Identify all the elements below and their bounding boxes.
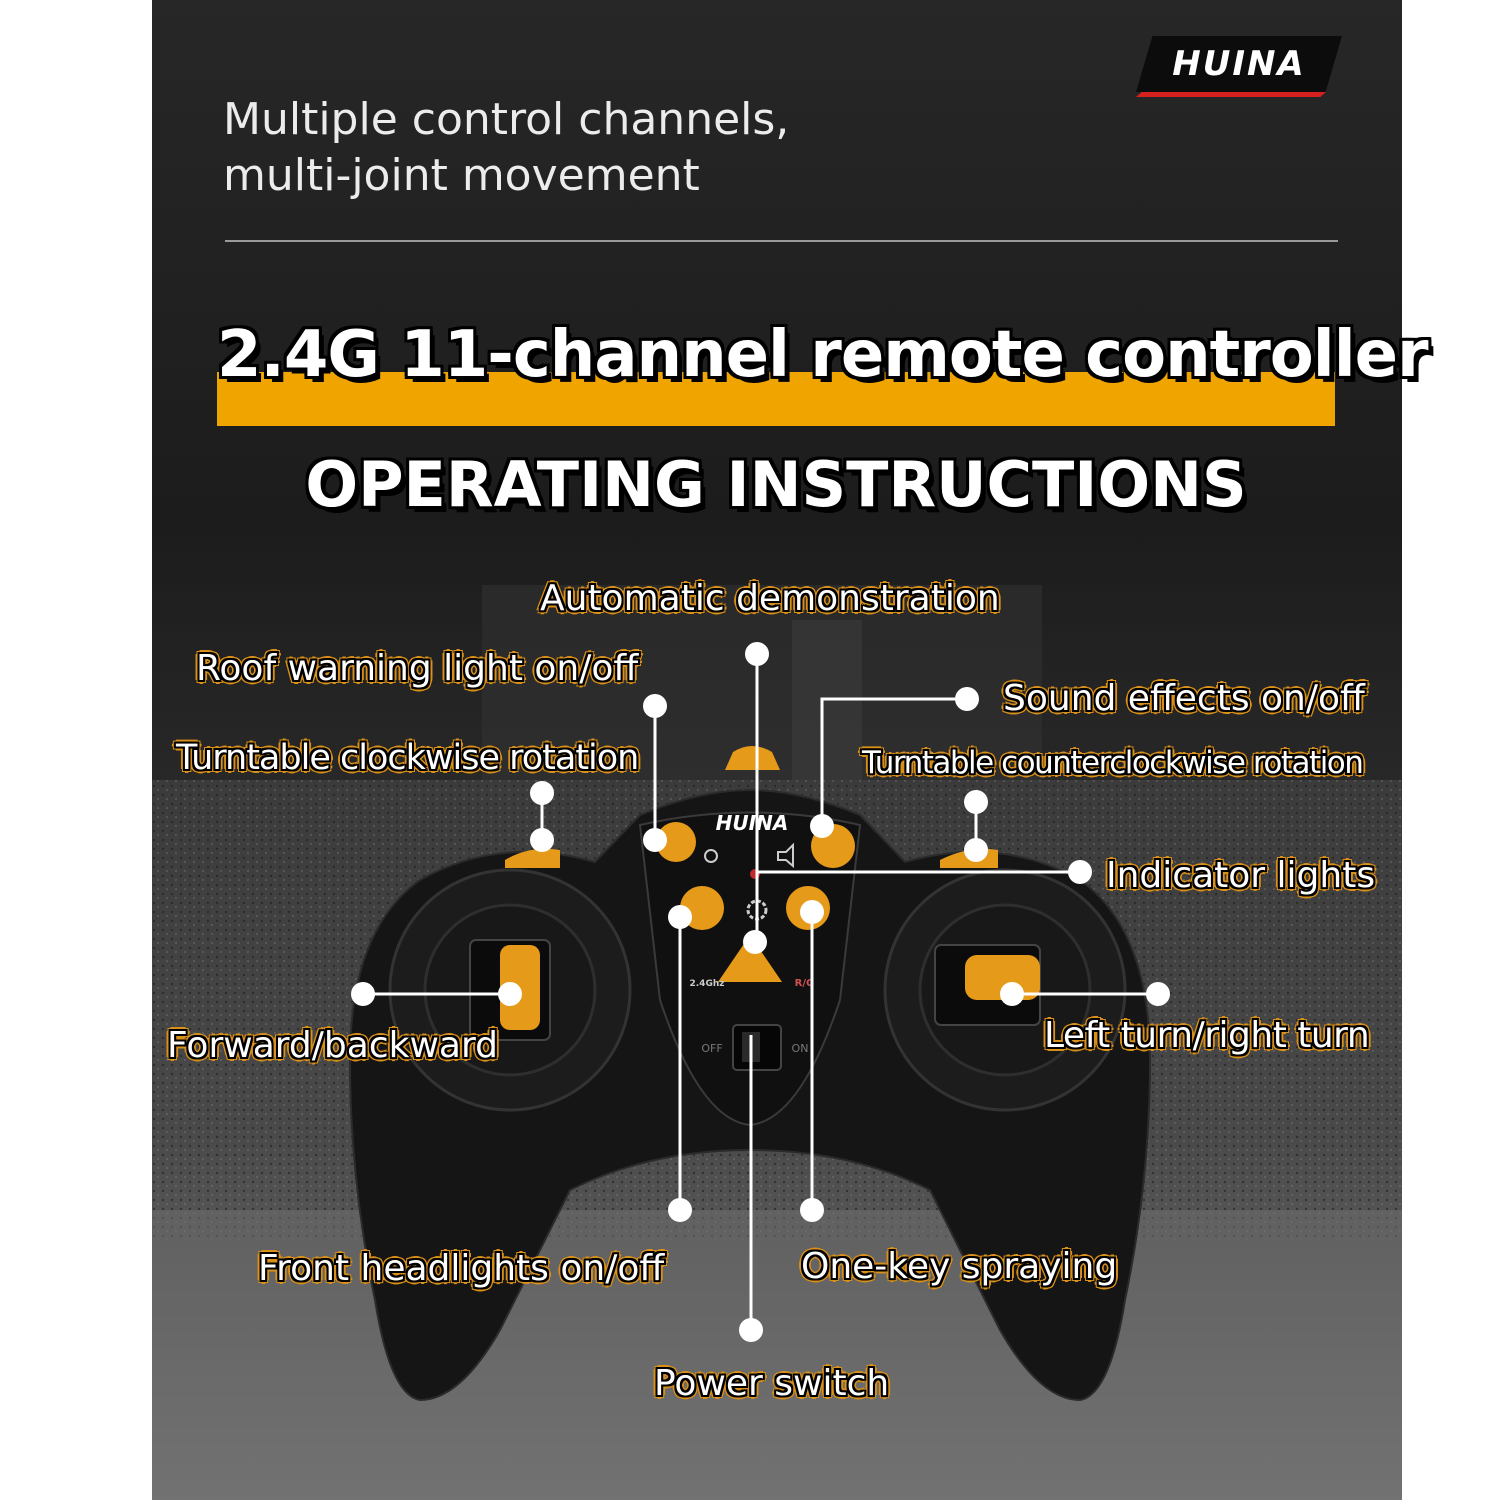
marker-sound-effects	[955, 687, 979, 711]
marker-left-right-turn-end	[1000, 982, 1024, 1006]
label-indicator-lights: Indicator lights	[1106, 855, 1376, 896]
label-automatic-demonstration: Automatic demonstration	[540, 578, 1000, 619]
controller-brand-label: HUINA	[715, 811, 789, 835]
label-one-key-spraying: One-key spraying	[801, 1246, 1118, 1287]
label-turntable-clockwise: Turntable clockwise rotation	[176, 738, 639, 778]
marker-indicator-lights	[1068, 860, 1092, 884]
controller-rc-label: R/C	[794, 978, 814, 989]
marker-one-key-spraying	[800, 900, 824, 924]
label-power-switch: Power switch	[654, 1363, 890, 1404]
marker-turntable-counterclockwise	[964, 790, 988, 814]
label-left-right-turn: Left turn/right turn	[1044, 1015, 1370, 1056]
marker-left-right-turn	[1146, 982, 1170, 1006]
marker-one-key-spraying-end	[800, 1198, 824, 1222]
label-turntable-counterclockwise: Turntable counterclockwise rotation	[862, 745, 1363, 781]
marker-turntable-clockwise	[530, 781, 554, 805]
marker-forward-backward	[351, 982, 375, 1006]
label-roof-warning-light: Roof warning light on/off	[196, 648, 639, 689]
marker-sound-effects-end	[810, 814, 834, 838]
marker-forward-backward-end	[498, 982, 522, 1006]
marker-automatic-demonstration-end	[743, 930, 767, 954]
marker-front-headlights-end	[668, 1198, 692, 1222]
tagline-line-2: multi-joint movement	[223, 150, 700, 201]
label-forward-backward: Forward/backward	[167, 1025, 498, 1066]
label-sound-effects: Sound effects on/off	[1003, 678, 1365, 719]
marker-front-headlights	[668, 905, 692, 929]
main-title: 2.4G 11-channel remote controller	[217, 318, 1428, 392]
marker-automatic-demonstration	[745, 642, 769, 666]
switch-off-label: OFF	[701, 1042, 723, 1055]
top-automatic-demo-button[interactable]	[725, 746, 780, 770]
switch-on-label: ON	[791, 1042, 809, 1055]
controller-frequency-label: 2.4Ghz	[689, 979, 725, 989]
sub-title: OPERATING INSTRUCTIONS	[305, 448, 1247, 521]
label-front-headlights: Front headlights on/off	[258, 1248, 665, 1289]
marker-power-switch	[739, 1318, 763, 1342]
marker-roof-warning-light	[643, 694, 667, 718]
marker-roof-warning-light-end	[643, 828, 667, 852]
logo-text: HUINA	[1172, 44, 1306, 84]
marker-turntable-counterclockwise-end	[964, 838, 988, 862]
marker-turntable-clockwise-end	[530, 828, 554, 852]
tagline-line-1: Multiple control channels,	[223, 94, 790, 145]
